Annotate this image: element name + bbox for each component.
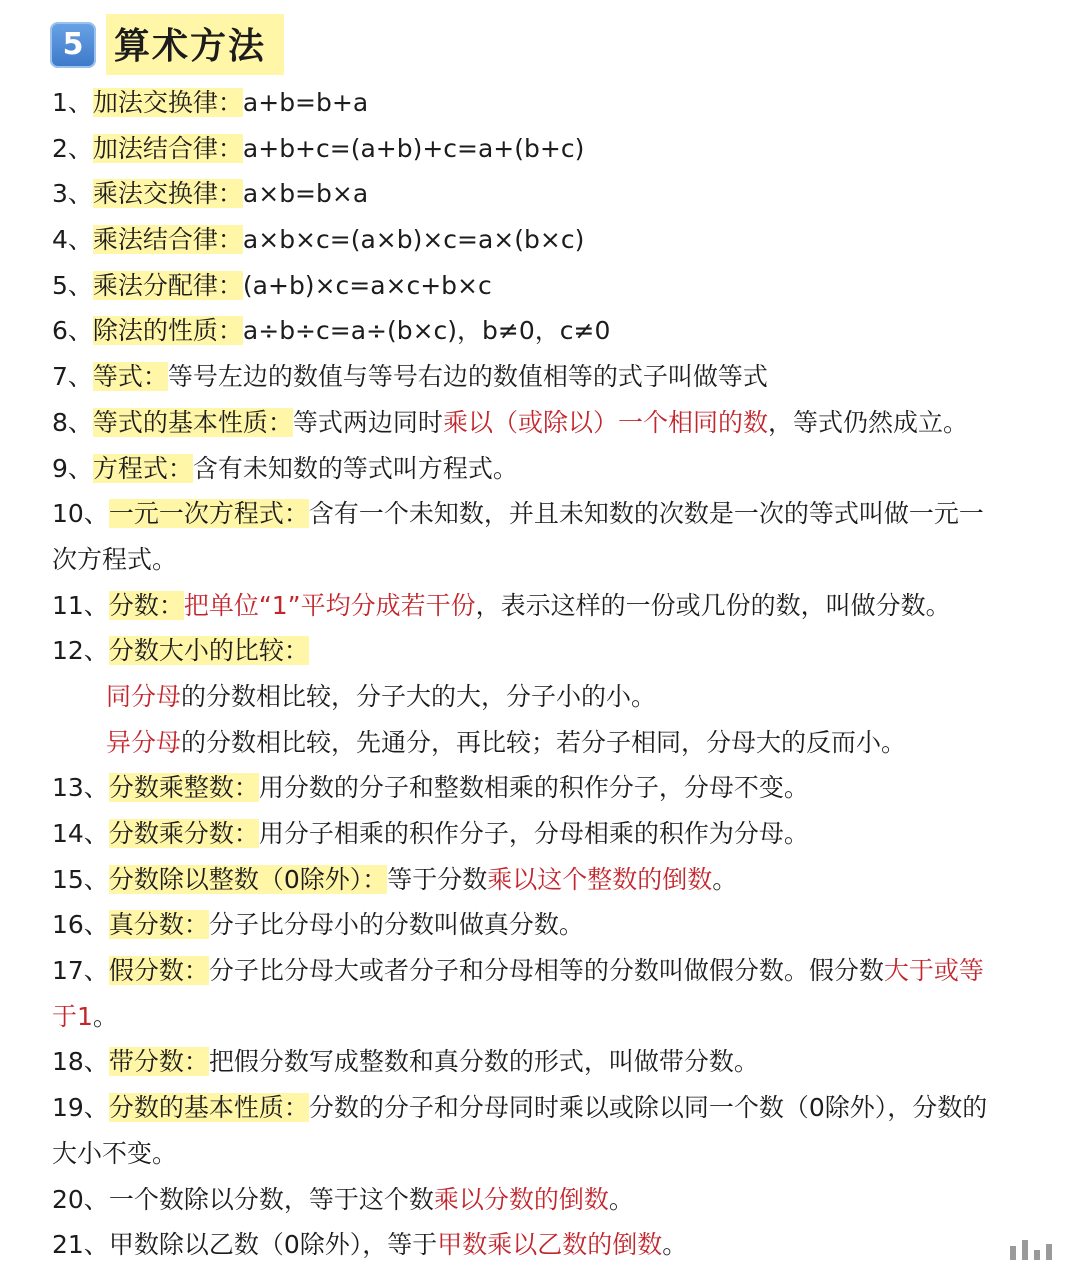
list-item: 19、分数的基本性质：分数的分子和分母同时乘以或除以同一个数（0除外），分数的 <box>52 1093 988 1123</box>
list-item: 1、加法交换律：a+b=b+a <box>52 88 369 117</box>
list-item: 9、方程式：含有未知数的等式叫方程式。 <box>52 453 518 483</box>
section-number-badge: 5 <box>50 22 96 68</box>
list-item: 11、分数：把单位“1”平均分成若干份，表示这样的一份或几份的数，叫做分数。 <box>52 590 951 620</box>
list-subitem: 异分母的分数相比较，先通分，再比较；若分子相同，分母大的反而小。 <box>106 727 907 757</box>
bars-icon <box>1010 1240 1056 1260</box>
list-item: 16、真分数：分子比分母小的分数叫做真分数。 <box>52 910 584 940</box>
list-item: 10、一元一次方程式：含有一个未知数，并且未知数的次数是一次的等式叫做一元一 <box>52 499 984 529</box>
list-item: 13、分数乘整数：用分数的分子和整数相乘的积作分子，分母不变。 <box>52 773 809 803</box>
list-item: 20、一个数除以分数，等于这个数乘以分数的倒数。 <box>52 1184 634 1214</box>
list-item: 17、假分数：分子比分母大或者分子和分母相等的分数叫做假分数。假分数大于或等 <box>52 956 984 986</box>
list-item: 15、分数除以整数（0除外）：等于分数乘以这个整数的倒数。 <box>52 864 738 894</box>
list-item-continuation: 次方程式。 <box>52 544 178 574</box>
list-item-continuation: 于1。 <box>52 1001 118 1031</box>
list-item: 3、乘法交换律：a×b=b×a <box>52 179 369 209</box>
list-item: 2、加法结合律：a+b+c=(a+b)+c=a+(b+c) <box>52 133 585 163</box>
list-item: 12、分数大小的比较： <box>52 636 309 666</box>
list-item: 5、乘法分配律：(a+b)×c=a×c+b×c <box>52 270 492 300</box>
list-item: 14、分数乘分数：用分子相乘的积作分子，分母相乘的积作为分母。 <box>52 819 809 848</box>
list-item: 4、乘法结合律：a×b×c=(a×b)×c=a×(b×c) <box>52 225 585 255</box>
list-item: 6、除法的性质：a÷b÷c=a÷(b×c)，b≠0，c≠0 <box>52 316 611 346</box>
section-header <box>50 14 284 75</box>
list-item: 21、甲数除以乙数（0除外），等于甲数乘以乙数的倒数。 <box>52 1230 688 1260</box>
list-item: 18、带分数：把假分数写成整数和真分数的形式，叫做带分数。 <box>52 1047 759 1077</box>
list-subitem: 同分母的分数相比较，分子大的大，分子小的小。 <box>106 681 657 711</box>
rules-list <box>52 80 1072 1268</box>
section-title: 算术方法 <box>106 14 284 75</box>
list-item: 8、等式的基本性质：等式两边同时乘以（或除以）一个相同的数，等式仍然成立。 <box>52 407 968 437</box>
list-item: 7、等式：等号左边的数值与等号右边的数值相等的式子叫做等式 <box>52 362 768 392</box>
list-item-continuation: 大小不变。 <box>52 1138 178 1168</box>
